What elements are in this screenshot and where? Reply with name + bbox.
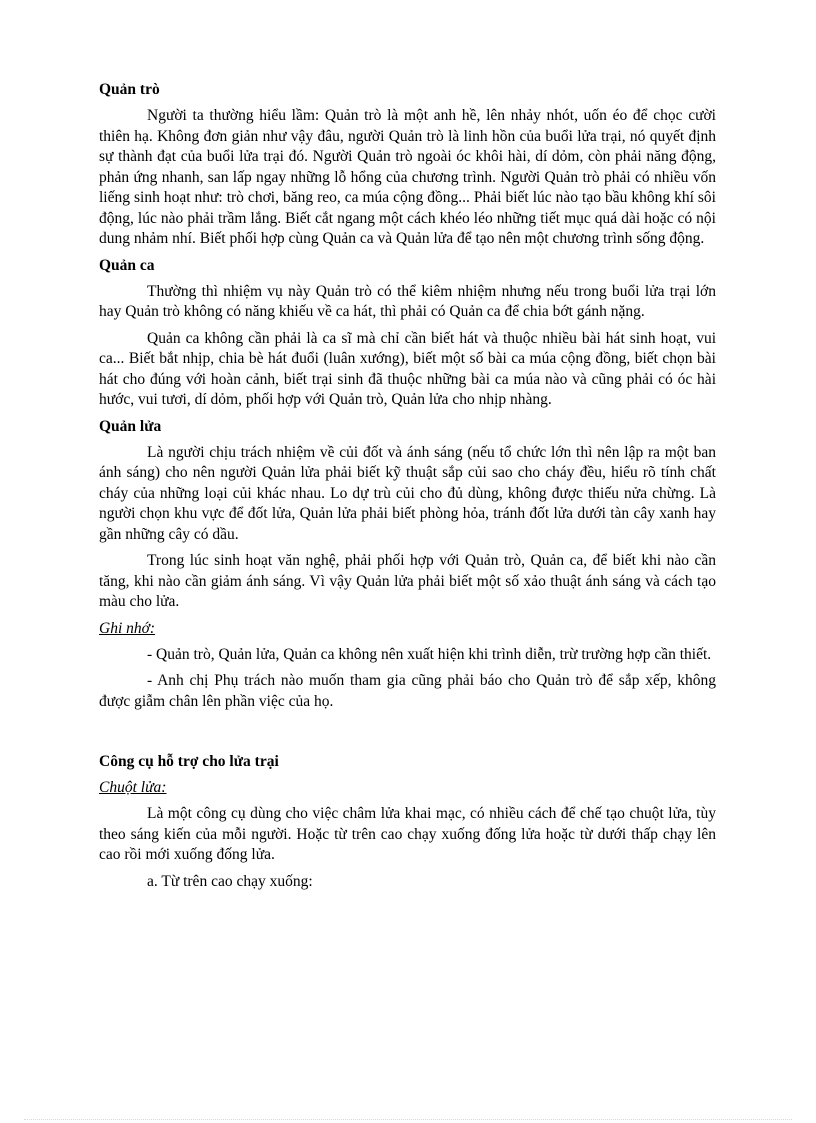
paragraph-chuot-lua: Là một công cụ dùng cho việc châm lửa khai mạc, có nhiều cách để chế tạo chuột lửa, tùy theo sáng kiến của mỗi người. Hoặc từ trên cao chạy xuống đống lửa hoặc từ dưới thấp chạy lên cao rồi mới xuống đống lửa.: [99, 805, 716, 863]
tools-heading: Công cụ hỗ trợ cho lửa trại: [99, 753, 279, 770]
paragraph-quan-ca-2: Quản ca không cần phải là ca sĩ mà chỉ cần biết hát và thuộc nhiều bài hát sinh hoạt, vui ca... Biết bắt nhịp, chia bè hát đuổi (luân xướng), biết một số bài ca múa cộng đồng, biết chọn bài hát cho đúng với hoàn cảnh, biết trại sinh đã thuộc những bài ca múa nào và cũng phải có óc hài hước, vui tươi, dí dỏm, phối hợp với Quản trò, Quản lửa cho nhịp nhàng.: [99, 329, 716, 408]
paragraph-quan-lua-2: Trong lúc sinh hoạt văn nghệ, phải phối hợp với Quản trò, Quản ca, để biết khi nào cần tăng, khi nào cần giảm ánh sáng. Vì vậy Quản lửa phải biết một số xảo thuật ánh sáng và cách tạo màu cho lửa.: [99, 552, 716, 610]
paragraph-quan-tro: Người ta thường hiểu lầm: Quản trò là một anh hề, lên nhảy nhót, uốn éo để chọc cười thiên hạ. Không đơn giản như vậy đâu, người Quản trò là linh hồn của buổi lửa trại, nó quyết định sự thành đạt của buổi lửa trại đó. Người Quản trò ngoài óc khôi hài, dí dỏm, còn phải năng động, phản ứng nhanh, san lấp ngay những lỗ hổng của chương trình. Người Quản trò phải có nhiều vốn liếng sinh hoạt như: trò chơi, băng reo, ca múa cộng đồng... Phải biết lúc nào tạo bầu không khí sôi động, lúc nào phải trầm lắng. Biết cắt ngang một cách khéo léo những tiết mục quá dài hoặc có nội dung nhảm nhí. Biết phối hợp cùng Quản ca và Quản lửa để tạo nên một chương trình sống động.: [99, 107, 716, 247]
tools-subheading: Chuột lửa:: [99, 779, 167, 796]
section-spacer: [99, 718, 716, 752]
paragraph-quan-ca-1: Thường thì nhiệm vụ này Quản trò có thể kiêm nhiệm nhưng nếu trong buổi lửa trại lớn hay Quản trò không có năng khiếu về ca hát, thì phải có Quản ca để chia bớt gánh nặng.: [99, 282, 716, 320]
note-item-2: - Anh chị Phụ trách nào muốn tham gia cũng phải báo cho Quản trò để sắp xếp, không được giẫm chân lên phần việc của họ.: [99, 672, 716, 710]
section-heading-quan-ca: Quản ca: [99, 256, 155, 274]
section-heading-quan-tro: Quản trò: [99, 81, 160, 98]
paragraph-quan-lua-1: Là người chịu trách nhiệm về củi đốt và ánh sáng (nếu tổ chức lớn thì nên lập ra một ban ánh sáng) cho nên người Quản lửa phải biết kỹ thuật sắp củi sao cho cháy đều, hiểu rõ tính chất cháy của những loại củi khác nhau. Lo dự trù củi cho đủ dùng, không được thiếu nửa chừng. Là người chọn khu vực để đốt lửa, Quản lửa phải biết phòng hỏa, tránh đốt lửa dưới tàn cây xanh hay gần những cây có dầu.: [99, 443, 716, 543]
document-page: [99, 80, 716, 898]
section-heading-quan-lua: Quản lửa: [99, 417, 162, 435]
note-label: Ghi nhớ:: [99, 619, 156, 637]
page-bottom-rule: [24, 1119, 792, 1120]
list-item-a: a. Từ trên cao chạy xuống:: [147, 872, 313, 890]
note-item-1: - Quản trò, Quản lửa, Quản ca không nên xuất hiện khi trình diễn, trừ trường hợp cần thiết.: [147, 645, 712, 663]
